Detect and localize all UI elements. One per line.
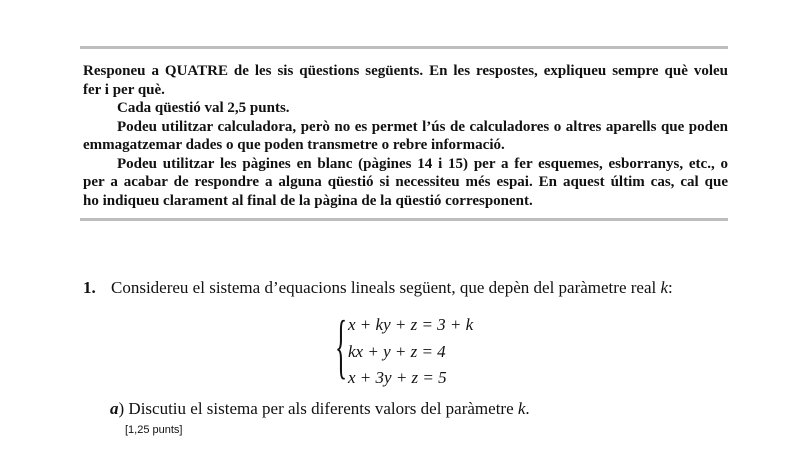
equation: kx + y + z = 4 bbox=[348, 341, 446, 361]
instruction-line: Responeu a QUATRE de les sis qüestions següents. En les respostes, expliqueu sempre què voleu bbox=[83, 63, 728, 79]
instruction-line: Cada qüestió val 2,5 punts. bbox=[117, 100, 290, 116]
part-a bbox=[110, 399, 530, 419]
instruction-line: per a acabar de respondre a alguna qüestió si necessiteu més espai. En aquest últim cas, cal que bbox=[83, 174, 728, 190]
part-points: [1,25 punts] bbox=[125, 424, 183, 436]
equation-system bbox=[335, 306, 474, 392]
question-param: k bbox=[660, 278, 669, 297]
part-end: . bbox=[525, 399, 530, 418]
question-1 bbox=[83, 278, 673, 298]
question-colon: : bbox=[668, 278, 673, 297]
instructions-block bbox=[83, 62, 728, 210]
instruction-line: emmagatzemar dades o que poden transmetre o rebre informació. bbox=[83, 137, 505, 153]
question-number: 1. bbox=[83, 278, 96, 297]
top-rule bbox=[80, 46, 728, 49]
question-text: Considereu el sistema d’equacions lineals següent, que depèn del paràmetre real bbox=[111, 278, 661, 297]
instruction-line: Podeu utilitzar calculadora, però no es permet l’ús de calculadores o altres aparells que poden bbox=[117, 118, 728, 135]
equation: x + 3y + z = 5 bbox=[348, 368, 447, 387]
part-param: k bbox=[517, 399, 526, 418]
left-brace: { bbox=[335, 306, 348, 386]
part-label: a bbox=[110, 399, 119, 418]
equation: x + ky + z = 3 + k bbox=[348, 315, 474, 334]
instruction-line: fer i per què. bbox=[83, 81, 165, 98]
part-paren: ) bbox=[118, 399, 125, 418]
instruction-line: Podeu utilitzar les pàgines en blanc (pàgines 14 i 15) per a fer esquemes, esborranys, etc., o bbox=[117, 155, 728, 172]
bottom-rule bbox=[80, 218, 728, 221]
part-text: Discutiu el sistema per als diferents valors del paràmetre bbox=[124, 399, 518, 418]
instruction-line: ho indiqueu clarament al final de la pàgina de la qüestió corresponent. bbox=[83, 192, 533, 209]
